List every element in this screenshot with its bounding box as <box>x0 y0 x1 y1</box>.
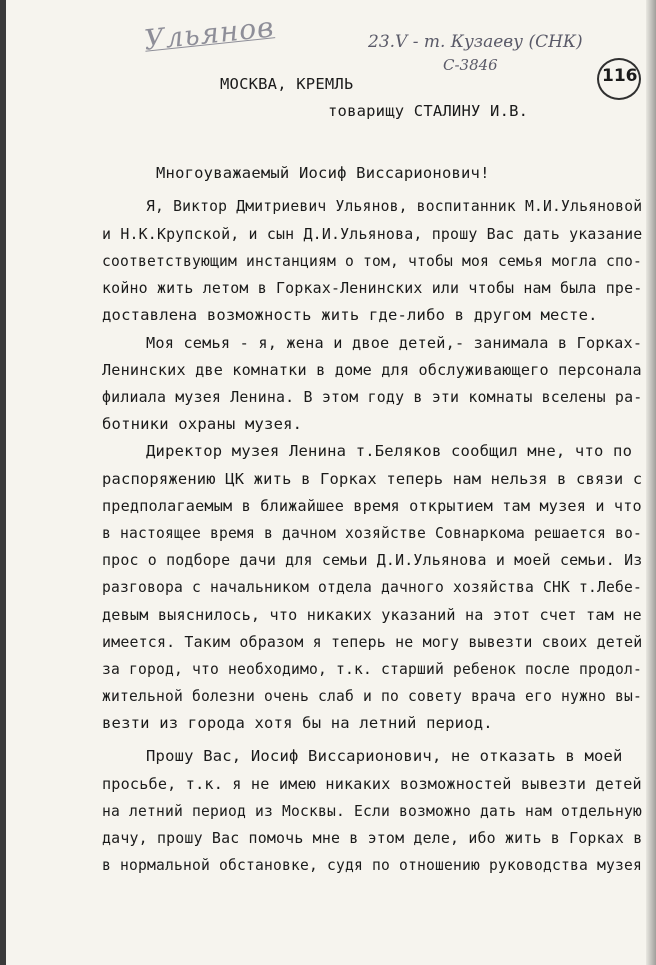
letter-salutation: Многоуважаемый Иосиф Виссарионович! <box>156 164 490 182</box>
letter-line: предполагаемым в ближайшее время открытием там музея и что <box>102 497 642 515</box>
letter-line: Ленинских две комнатки в доме для обслуживающего персонала <box>102 361 642 379</box>
letter-line: везти из города хотя бы на летний период. <box>102 714 493 732</box>
letter-line: на летний период из Москвы. Если возможно дать нам отдельную <box>102 802 642 820</box>
handwritten-registration-number: С-3846 <box>443 56 498 74</box>
letter-place: МОСКВА, КРЕМЛЬ <box>220 75 354 93</box>
letter-line: имеется. Таким образом я теперь не могу вывезти своих детей <box>102 633 643 651</box>
letter-line: койно жить летом в Горках-Ленинских или чтобы нам была пре- <box>102 279 643 297</box>
document-page <box>6 0 656 965</box>
page-edge-shadow <box>646 0 656 965</box>
letter-line: дачу, прошу Вас помочь мне в этом деле, ибо жить в Горках в <box>102 829 643 847</box>
page-number: 116 <box>602 66 638 86</box>
letter-line: соответствующим инстанциям о том, чтобы моя семья могла спо- <box>102 252 642 270</box>
letter-line: разговора с начальником отдела дачного хозяйства СНК т.Лебе- <box>102 578 642 596</box>
letter-line: девым выяснилось, что никаких указаний на этот счет там не <box>102 606 642 624</box>
letter-addressee: товарищу СТАЛИНУ И.В. <box>328 102 529 120</box>
letter-line: за город, что необходимо, т.к. старший ребенок после продол- <box>102 660 642 678</box>
letter-line: доставлена возможность жить где-либо в другом месте. <box>102 306 598 324</box>
letter-line: в настоящее время в дачном хозяйстве Совнаркома решается во- <box>102 524 642 542</box>
letter-line: Моя семья - я, жена и двое детей,- занимала в Горках- <box>146 334 643 352</box>
handwritten-date-note: 23.V - т. Кузаеву (СНК) <box>368 32 583 52</box>
letter-line: и Н.К.Крупской, и сын Д.И.Ульянова, прошу Вас дать указание <box>102 225 643 243</box>
letter-line: в нормальной обстановке, судя по отношению руководства музея <box>102 856 642 874</box>
letter-line: просьбе, т.к. я не имею никаких возможностей вывезти детей <box>102 775 642 793</box>
letter-line: распоряжению ЦК жить в Горках теперь нам нельзя в связи с <box>102 470 643 488</box>
letter-line: жительной болезни очень слаб и по совету врача его нужно вы- <box>102 687 642 705</box>
letter-line: Директор музея Ленина т.Беляков сообщил мне, что по <box>146 442 633 460</box>
surname-stamp: Ульянов <box>142 10 276 57</box>
letter-line: ботники охраны музея. <box>102 415 303 433</box>
letter-line: прос о подборе дачи для семьи Д.И.Ульянова и моей семьи. Из <box>102 551 643 569</box>
letter-line: Прошу Вас, Иосиф Виссарионович, не отказать в моей <box>146 747 623 765</box>
letter-line: Я, Виктор Дмитриевич Ульянов, воспитанник М.И.Ульяновой <box>146 197 643 215</box>
letter-line: филиала музея Ленина. В этом году в эти комнаты вселены ра- <box>102 388 643 406</box>
